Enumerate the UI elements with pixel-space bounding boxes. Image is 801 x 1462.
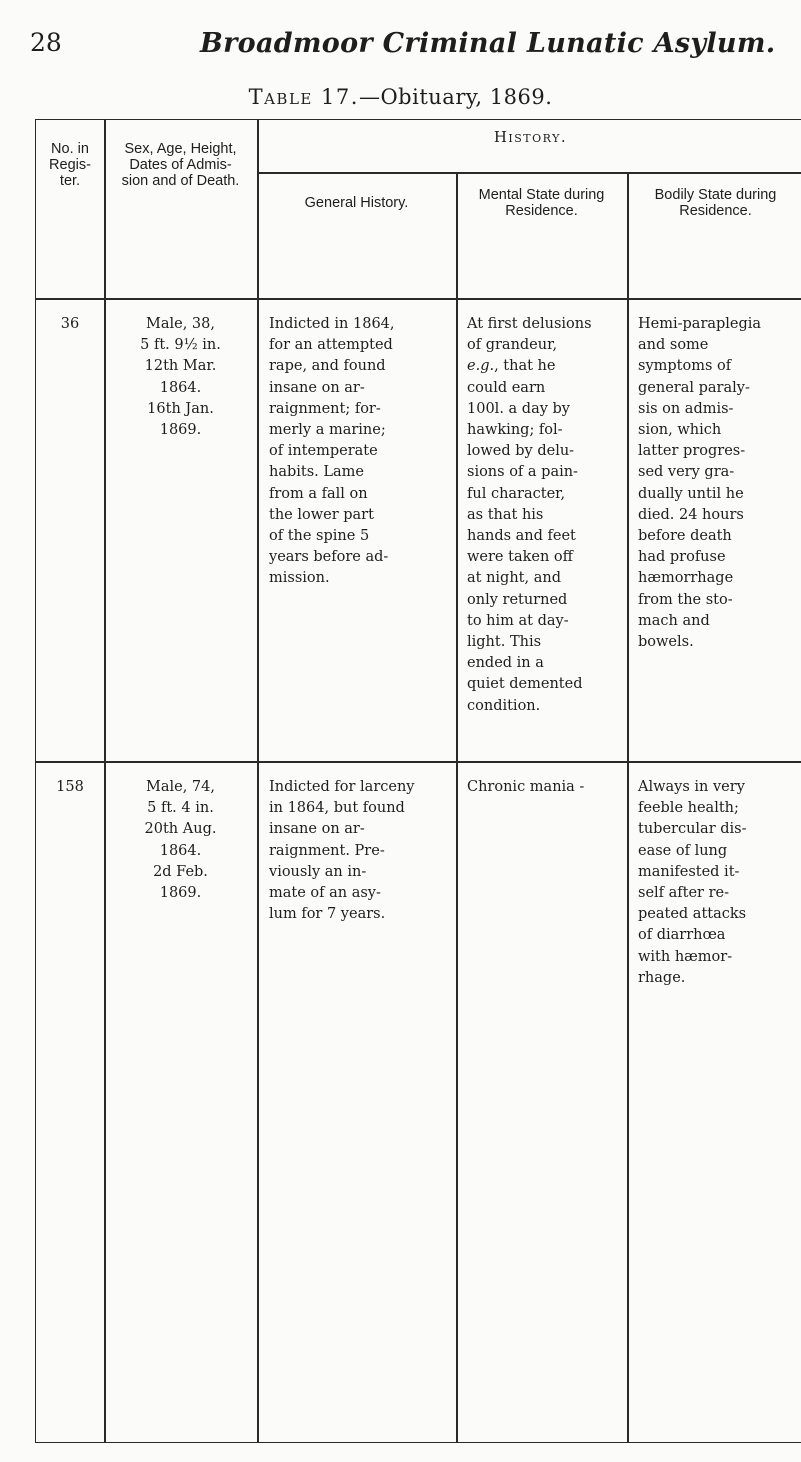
header-bodily-state <box>627 187 801 219</box>
obituary-table <box>35 119 801 1443</box>
table-title-text: —Obituary, 1869. <box>358 85 553 109</box>
row-rule <box>36 761 801 763</box>
header-line: Mental State during <box>478 187 605 203</box>
header-line: ter. <box>59 173 81 189</box>
row-36-mental-state: At first delusions of grandeur, e.g., that he could earn 100l. a day by hawking; fol- lowed by delu- sions of a pain- ful character, as that his hands and feet were taken off at night, and only returned to him at day- light. This ended in a quiet demented condition. <box>467 316 592 714</box>
history-header: History. <box>493 128 568 146</box>
row-36-general-history: Indicted in 1864, for an attempted rape, and found insane on ar- raignment; for- merly a marine; of intemperate habits. Lame from a fall on the lower part of the spine 5 years before ad- mission. <box>269 316 395 587</box>
header-line: Residence. <box>679 203 752 219</box>
row-158-sex-age: Male, 74, 5 ft. 4 in. 20th Aug. 1864. 2d Feb. 1869. <box>144 779 217 902</box>
table-label: Table 17. <box>248 85 359 109</box>
column-rule <box>257 120 259 1442</box>
header-line: Regis- <box>49 157 91 173</box>
page-number: 28 <box>30 28 62 57</box>
header-line: Residence. <box>505 203 578 219</box>
row-158-register-no: 158 <box>56 779 84 795</box>
header-line: sion and of Death. <box>121 173 240 189</box>
table-title <box>0 85 801 109</box>
history-rule <box>257 172 801 174</box>
header-line: No. in <box>51 141 89 157</box>
header-mental-state <box>456 187 627 219</box>
row-158-mental-state: Chronic mania - <box>467 779 585 795</box>
row-36-bodily-state: Hemi-paraplegia and some symptoms of general paraly- sis on admis- sion, which latter progres- sed very gra- dually until he died. 24 hours before death had profuse hæmorrhage from the sto- mach and bowels. <box>638 316 762 651</box>
header-line: Bodily State during <box>654 187 777 203</box>
header-line: Sex, Age, Height, <box>124 141 237 157</box>
row-36-sex-age: Male, 38, 5 ft. 9½ in. 12th Mar. 1864. 16th Jan. 1869. <box>140 316 221 439</box>
row-158-bodily-state: Always in very feeble health; tubercular dis- ease of lung manifested it- self after re- peated attacks of diarrhœa with hæmor- rhage. <box>638 779 747 986</box>
header-rule <box>36 298 801 300</box>
column-rule <box>627 172 629 1442</box>
row-36-register-no: 36 <box>60 316 80 332</box>
header-general-history: General History. <box>304 195 409 211</box>
column-rule <box>456 172 458 1442</box>
header-sex-age <box>104 141 257 189</box>
running-title: Broadmoor Criminal Lunatic Asylum. <box>200 28 776 59</box>
row-158-general-history: Indicted for larceny in 1864, but found insane on ar- raignment. Pre- viously an in- mate of an asy- lum for 7 years. <box>269 779 415 923</box>
header-register-no <box>36 141 104 189</box>
header-line: Dates of Admis- <box>129 157 232 173</box>
